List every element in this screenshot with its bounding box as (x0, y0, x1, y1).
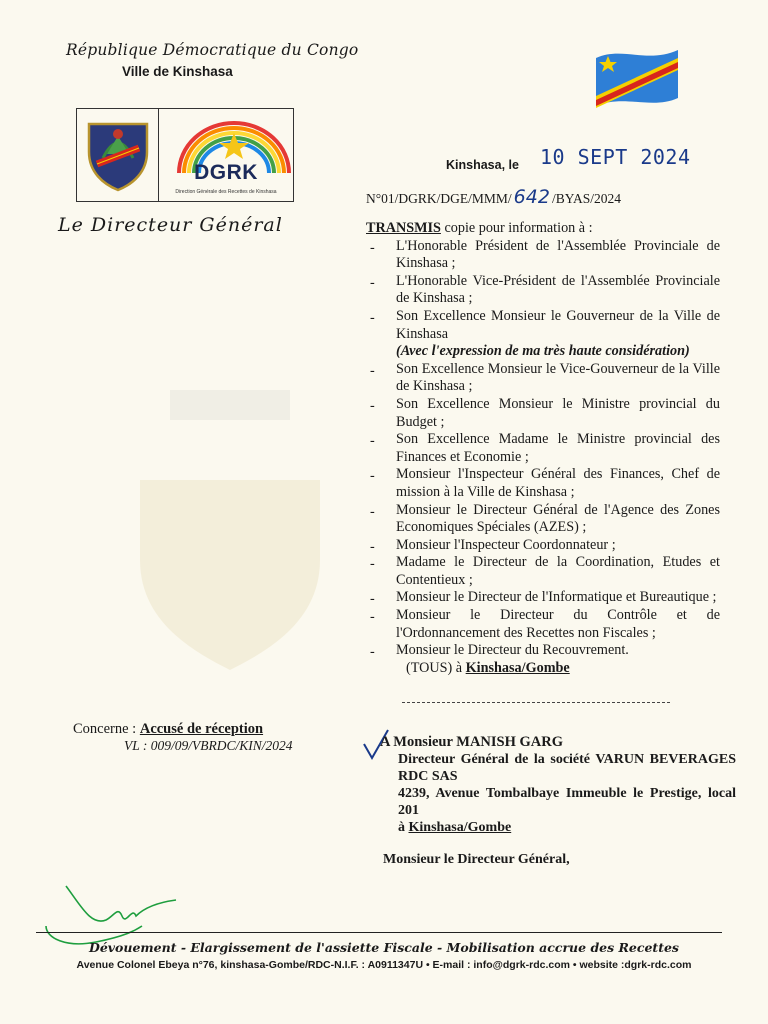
list-item: - Madame le Directeur de la Coordination, Etudes et Contentieux ; (366, 554, 720, 589)
salutation: Monsieur le Directeur Général, (383, 852, 570, 867)
footer-address: Avenue Colonel Ebeya n°76, kinshasa-Gombe/RDC-N.I.F. : A0911347U • E-mail : info@dgrk-rdc.com • website :dgrk-rdc.com (76, 959, 692, 971)
tous-prefix: (TOUS) à (406, 659, 466, 676)
footer-motto: Dévouement - Elargissement de l'assiette Fiscale - Mobilisation accrue des Recettes (89, 940, 679, 955)
recipient-title: Directeur Général de la société VARUN BEVERAGES RDC SAS (398, 752, 736, 784)
list-item: - Son Excellence Madame le Ministre provincial des Finances et Economie ; (366, 431, 720, 466)
list-item: - Monsieur l'Inspecteur Général des Finances, Chef de mission à la Ville de Kinshasa ; (366, 466, 720, 501)
drc-flag-icon (592, 44, 682, 110)
recipient-city (398, 819, 736, 836)
list-item-text: Son Excellence Monsieur le Gouverneur de la Ville de Kinshasa (396, 307, 720, 342)
footer-divider (36, 932, 722, 933)
kinshasa-emblem (77, 109, 159, 201)
place-label: Kinshasa, le (446, 158, 519, 172)
concerne-line (73, 721, 263, 738)
logo-box (76, 108, 294, 202)
tous-place: Kinshasa/Gombe (465, 659, 570, 676)
list-item: - Monsieur l'Inspecteur Coordonnateur ; (366, 537, 720, 555)
reference-number (366, 186, 621, 208)
list-item: - Monsieur le Directeur Général de l'Agence des Zones Economiques Spéciales (AZES) ; (366, 502, 720, 537)
governor-note: (Avec l'expression de ma très haute considération) (396, 343, 690, 360)
director-title: Le Directeur Général (58, 214, 283, 236)
stamped-date: 10 SEPT 2024 (540, 145, 691, 169)
list-item: - Son Excellence Monsieur le Ministre provincial du Budget ; (366, 396, 720, 431)
kinshasa-shield-icon (83, 118, 153, 192)
list-item: - Son Excellence Monsieur le Vice-Gouverneur de la Ville de Kinshasa ; (366, 361, 720, 396)
transmis-intro: copie pour information à : (440, 220, 593, 236)
list-item: - Monsieur le Directeur du Contrôle et de l'Ordonnancement des Recettes non Fiscales ; (366, 607, 720, 642)
recipient-block (380, 734, 736, 836)
recipient-name: A Monsieur MANISH GARG (380, 734, 564, 750)
recipient-address (380, 751, 736, 836)
transmis-section (366, 220, 720, 677)
list-item: - Monsieur le Directeur du Recouvrement. (366, 642, 720, 660)
vl-reference: VL : 009/09/VBRDC/KIN/2024 (124, 738, 293, 753)
recipient-street: 4239, Avenue Tombalbaye Immeuble le Prestige, local 201 (398, 786, 736, 818)
dashed-divider (402, 702, 670, 703)
dgrk-logo (159, 109, 293, 201)
transmis-title: TRANSMIS (366, 220, 441, 236)
concerne-subject: Accusé de réception (139, 721, 264, 737)
ref-prefix: N°01/DGRK/DGE/MMM/ (366, 191, 512, 206)
dgrk-logo-text: DGRK (194, 161, 258, 184)
list-item: - L'Honorable Vice-Président de l'Assemblée Provinciale de Kinshasa ; (366, 273, 720, 308)
republic-heading: République Démocratique du Congo (66, 41, 359, 59)
concerne-label: Concerne : (73, 721, 140, 737)
city-heading: Ville de Kinshasa (122, 64, 233, 79)
watermark-emblem-icon (120, 260, 340, 680)
list-item: - L'Honorable Président de l'Assemblée Provinciale de Kinshasa ; (366, 238, 720, 273)
dgrk-logo-subtitle: Direction Générale des Recettes de Kinshasa (175, 189, 277, 195)
transmis-heading (366, 220, 720, 238)
recipient-city-place: Kinshasa/Gombe (408, 820, 512, 835)
recipient-city-prefix: à (398, 820, 409, 835)
list-item (366, 308, 720, 361)
recipient-copy-list (366, 238, 720, 660)
ref-suffix: /BYAS/2024 (551, 191, 621, 206)
list-item: - Monsieur le Directeur de l'Informatique et Bureautique ; (366, 589, 720, 607)
tous-line (366, 660, 720, 678)
ref-handwritten-number: 642 (513, 186, 550, 208)
